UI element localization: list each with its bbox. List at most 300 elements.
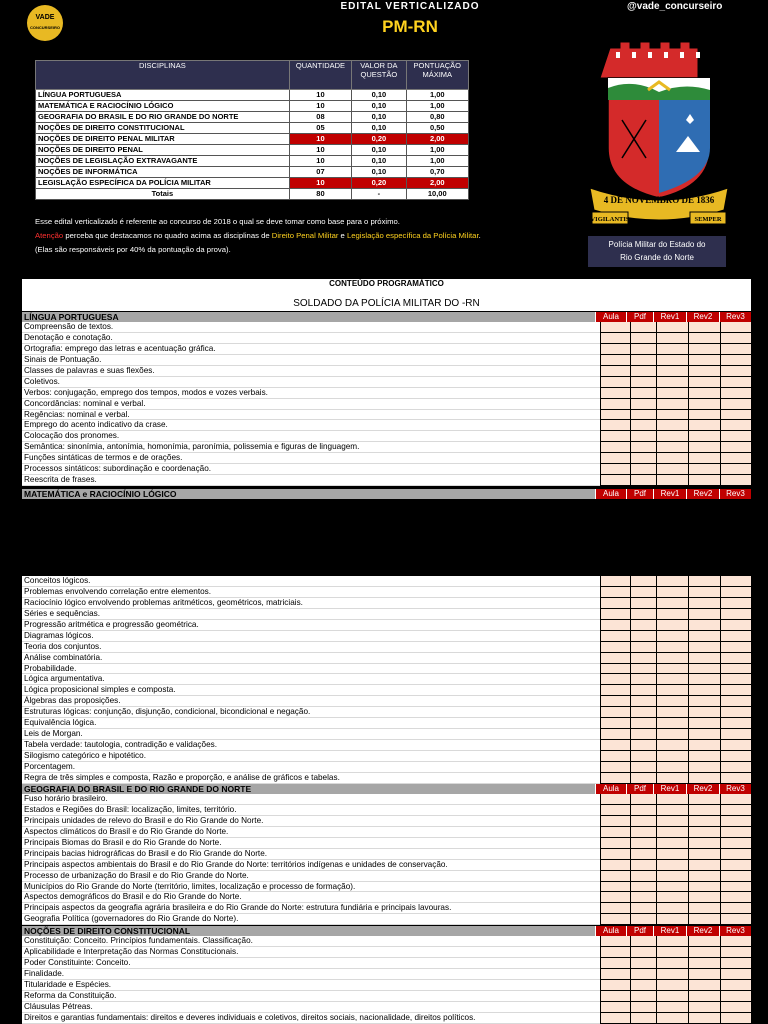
checkbox-rev1[interactable]	[656, 1013, 688, 1024]
checkbox-rev1[interactable]	[656, 475, 688, 486]
checkbox-pdf[interactable]	[630, 664, 656, 675]
checkbox-pdf[interactable]	[630, 453, 656, 464]
checkbox-aula[interactable]	[600, 751, 630, 762]
checkbox-rev3[interactable]	[720, 816, 751, 827]
checkbox-aula[interactable]	[600, 464, 630, 475]
checkbox-pdf[interactable]	[630, 751, 656, 762]
checkbox-rev3[interactable]	[720, 936, 751, 947]
checkbox-rev3[interactable]	[720, 475, 751, 486]
checkbox-rev3[interactable]	[720, 377, 751, 388]
checkbox-aula[interactable]	[600, 1002, 630, 1013]
checkbox-rev1[interactable]	[656, 333, 688, 344]
checkbox-rev1[interactable]	[656, 609, 688, 620]
checkbox-rev3[interactable]	[720, 1002, 751, 1013]
checkbox-rev2[interactable]	[688, 718, 720, 729]
checkbox-rev3[interactable]	[720, 620, 751, 631]
checkbox-rev3[interactable]	[720, 805, 751, 816]
checkbox-aula[interactable]	[600, 344, 630, 355]
checkbox-rev3[interactable]	[720, 442, 751, 453]
checkbox-rev2[interactable]	[688, 685, 720, 696]
checkbox-aula[interactable]	[600, 892, 630, 903]
discipline-value: 0,10	[352, 156, 406, 167]
checkbox-pdf[interactable]	[630, 947, 656, 958]
checkbox-rev3[interactable]	[720, 892, 751, 903]
checkbox-pdf[interactable]	[630, 860, 656, 871]
checkbox-rev3[interactable]	[720, 751, 751, 762]
checkbox-pdf[interactable]	[630, 366, 656, 377]
checkbox-aula[interactable]	[600, 838, 630, 849]
checkbox-rev1[interactable]	[656, 860, 688, 871]
checkbox-rev3[interactable]	[720, 366, 751, 377]
checkbox-rev2[interactable]	[688, 587, 720, 598]
checkbox-pdf[interactable]	[630, 653, 656, 664]
checkbox-rev1[interactable]	[656, 377, 688, 388]
checkbox-rev3[interactable]	[720, 653, 751, 664]
checkbox-rev3[interactable]	[720, 718, 751, 729]
checkbox-rev2[interactable]	[688, 664, 720, 675]
checkbox-rev2[interactable]	[688, 355, 720, 366]
caption-line-1: Polícia Militar do Estado do	[608, 240, 706, 249]
checkbox-rev1[interactable]	[656, 762, 688, 773]
checkbox-aula[interactable]	[600, 860, 630, 871]
discipline-value: 0,20	[352, 134, 406, 145]
checkbox-pdf[interactable]	[630, 794, 656, 805]
checkbox-rev3[interactable]	[720, 860, 751, 871]
total-value: -	[352, 189, 406, 200]
section-title: LÍNGUA PORTUGUESA	[22, 312, 595, 322]
checkbox-rev2[interactable]	[688, 1002, 720, 1013]
checkbox-aula[interactable]	[600, 980, 630, 991]
discipline-quantity: 08	[289, 112, 352, 123]
checkbox-rev2[interactable]	[688, 642, 720, 653]
checkbox-aula[interactable]	[600, 882, 630, 893]
checkbox-aula[interactable]	[600, 936, 630, 947]
checkbox-aula[interactable]	[600, 642, 630, 653]
checkbox-pdf[interactable]	[630, 892, 656, 903]
checkbox-rev3[interactable]	[720, 664, 751, 675]
checkbox-rev3[interactable]	[720, 587, 751, 598]
checkbox-pdf[interactable]	[630, 587, 656, 598]
checkbox-pdf[interactable]	[630, 740, 656, 751]
topic-row	[22, 464, 751, 475]
checkbox-pdf[interactable]	[630, 991, 656, 1002]
checkbox-rev2[interactable]	[688, 576, 720, 587]
checkbox-aula[interactable]	[600, 664, 630, 675]
checkbox-pdf[interactable]	[630, 377, 656, 388]
checkbox-rev1[interactable]	[656, 598, 688, 609]
checkbox-rev2[interactable]	[688, 442, 720, 453]
topic-text: Lógica proposicional simples e composta.	[22, 685, 600, 696]
topic-row	[22, 718, 751, 729]
checkbox-rev3[interactable]	[720, 464, 751, 475]
checkbox-aula[interactable]	[600, 366, 630, 377]
checkbox-pdf[interactable]	[630, 576, 656, 587]
checkbox-aula[interactable]	[600, 420, 630, 431]
checkbox-aula[interactable]	[600, 849, 630, 860]
checkbox-aula[interactable]	[600, 969, 630, 980]
checkbox-rev1[interactable]	[656, 453, 688, 464]
checkbox-aula[interactable]	[600, 947, 630, 958]
checkbox-pdf[interactable]	[630, 475, 656, 486]
checkbox-rev2[interactable]	[688, 333, 720, 344]
checkbox-rev1[interactable]	[656, 838, 688, 849]
checkbox-rev2[interactable]	[688, 453, 720, 464]
checkbox-rev2[interactable]	[688, 729, 720, 740]
column-rev2: Rev2	[686, 784, 719, 794]
checkbox-pdf[interactable]	[630, 914, 656, 925]
checkbox-rev3[interactable]	[720, 773, 751, 784]
checkbox-rev3[interactable]	[720, 838, 751, 849]
checkbox-aula[interactable]	[600, 805, 630, 816]
checkbox-rev3[interactable]	[720, 762, 751, 773]
checkbox-rev2[interactable]	[688, 882, 720, 893]
checkbox-rev3[interactable]	[720, 685, 751, 696]
checkbox-aula[interactable]	[600, 871, 630, 882]
checkbox-pdf[interactable]	[630, 410, 656, 421]
checkbox-rev3[interactable]	[720, 388, 751, 399]
checkbox-rev1[interactable]	[656, 805, 688, 816]
checkbox-rev1[interactable]	[656, 431, 688, 442]
checkbox-rev2[interactable]	[688, 947, 720, 958]
column-rev1: Rev1	[653, 926, 686, 936]
checkbox-rev2[interactable]	[688, 838, 720, 849]
checkbox-rev3[interactable]	[720, 355, 751, 366]
checkbox-rev3[interactable]	[720, 696, 751, 707]
checkbox-rev3[interactable]	[720, 903, 751, 914]
checkbox-pdf[interactable]	[630, 355, 656, 366]
checkbox-rev2[interactable]	[688, 598, 720, 609]
checkbox-rev1[interactable]	[656, 849, 688, 860]
checkbox-rev3[interactable]	[720, 322, 751, 333]
checkbox-rev1[interactable]	[656, 958, 688, 969]
checkbox-aula[interactable]	[600, 388, 630, 399]
checkbox-pdf[interactable]	[630, 420, 656, 431]
checkbox-rev2[interactable]	[688, 860, 720, 871]
checkbox-rev2[interactable]	[688, 936, 720, 947]
checkbox-pdf[interactable]	[630, 609, 656, 620]
checkbox-pdf[interactable]	[630, 620, 656, 631]
checkbox-rev3[interactable]	[720, 958, 751, 969]
checkbox-rev3[interactable]	[720, 849, 751, 860]
topic-text: Principais aspectos ambientais do Brasil e do Rio Grande do Norte: territórios indígenas e unidades de conservação.	[22, 860, 600, 871]
checkbox-rev2[interactable]	[688, 344, 720, 355]
checkbox-rev1[interactable]	[656, 751, 688, 762]
checkbox-pdf[interactable]	[630, 903, 656, 914]
topic-text: Álgebras das proposições.	[22, 696, 600, 707]
checkbox-aula[interactable]	[600, 903, 630, 914]
checkbox-rev1[interactable]	[656, 410, 688, 421]
checkbox-rev3[interactable]	[720, 453, 751, 464]
topic-text: Raciocínio lógico envolvendo problemas aritméticos, geométricos, matriciais.	[22, 598, 600, 609]
checkbox-rev1[interactable]	[656, 1002, 688, 1013]
checkbox-rev3[interactable]	[720, 431, 751, 442]
checkbox-rev1[interactable]	[656, 773, 688, 784]
checkbox-aula[interactable]	[600, 410, 630, 421]
checkbox-rev1[interactable]	[656, 991, 688, 1002]
discipline-quantity: 07	[289, 167, 352, 178]
checkbox-aula[interactable]	[600, 475, 630, 486]
checkbox-pdf[interactable]	[630, 1002, 656, 1013]
checkbox-pdf[interactable]	[630, 729, 656, 740]
checkbox-rev1[interactable]	[656, 914, 688, 925]
checkbox-rev1[interactable]	[656, 653, 688, 664]
checkbox-pdf[interactable]	[630, 388, 656, 399]
checkbox-rev1[interactable]	[656, 936, 688, 947]
checkbox-pdf[interactable]	[630, 980, 656, 991]
checkbox-pdf[interactable]	[630, 631, 656, 642]
checkbox-rev3[interactable]	[720, 740, 751, 751]
checkbox-rev2[interactable]	[688, 969, 720, 980]
checkbox-rev2[interactable]	[688, 991, 720, 1002]
checkbox-rev3[interactable]	[720, 333, 751, 344]
topic-text: Reescrita de frases.	[22, 475, 600, 486]
checkbox-rev1[interactable]	[656, 685, 688, 696]
checkbox-pdf[interactable]	[630, 598, 656, 609]
checkbox-rev1[interactable]	[656, 674, 688, 685]
checkbox-rev1[interactable]	[656, 366, 688, 377]
checkbox-rev3[interactable]	[720, 991, 751, 1002]
checkbox-aula[interactable]	[600, 816, 630, 827]
topic-row	[22, 366, 751, 377]
checkbox-pdf[interactable]	[630, 958, 656, 969]
checkbox-aula[interactable]	[600, 431, 630, 442]
checkbox-aula[interactable]	[600, 773, 630, 784]
checkbox-aula[interactable]	[600, 827, 630, 838]
checkbox-aula[interactable]	[600, 355, 630, 366]
checkbox-rev1[interactable]	[656, 947, 688, 958]
checkbox-rev2[interactable]	[688, 903, 720, 914]
discipline-value: 0,10	[352, 112, 406, 123]
checkbox-rev3[interactable]	[720, 729, 751, 740]
checkbox-rev2[interactable]	[688, 958, 720, 969]
checkbox-aula[interactable]	[600, 333, 630, 344]
checkbox-rev1[interactable]	[656, 420, 688, 431]
checkbox-rev1[interactable]	[656, 664, 688, 675]
checkbox-rev2[interactable]	[688, 410, 720, 421]
checkbox-rev2[interactable]	[688, 707, 720, 718]
checkbox-rev1[interactable]	[656, 587, 688, 598]
checkbox-rev2[interactable]	[688, 1013, 720, 1024]
checkbox-rev3[interactable]	[720, 576, 751, 587]
checkbox-rev3[interactable]	[720, 827, 751, 838]
checkbox-rev2[interactable]	[688, 827, 720, 838]
checkbox-aula[interactable]	[600, 377, 630, 388]
checkbox-rev3[interactable]	[720, 882, 751, 893]
checkbox-pdf[interactable]	[630, 936, 656, 947]
checkbox-rev1[interactable]	[656, 816, 688, 827]
checkbox-aula[interactable]	[600, 453, 630, 464]
checkbox-aula[interactable]	[600, 674, 630, 685]
checkbox-rev3[interactable]	[720, 947, 751, 958]
checkbox-pdf[interactable]	[630, 442, 656, 453]
checkbox-rev2[interactable]	[688, 849, 720, 860]
checkbox-rev3[interactable]	[720, 344, 751, 355]
checkbox-rev3[interactable]	[720, 980, 751, 991]
checkbox-aula[interactable]	[600, 729, 630, 740]
checkbox-rev2[interactable]	[688, 794, 720, 805]
checkbox-rev2[interactable]	[688, 399, 720, 410]
checkbox-rev2[interactable]	[688, 914, 720, 925]
checkbox-rev1[interactable]	[656, 740, 688, 751]
summary-row	[36, 134, 469, 145]
checkbox-aula[interactable]	[600, 740, 630, 751]
checkbox-rev2[interactable]	[688, 475, 720, 486]
checkbox-pdf[interactable]	[630, 696, 656, 707]
checkbox-rev3[interactable]	[720, 871, 751, 882]
checkbox-rev1[interactable]	[656, 718, 688, 729]
checkbox-pdf[interactable]	[630, 399, 656, 410]
checkbox-rev1[interactable]	[656, 642, 688, 653]
checkbox-rev1[interactable]	[656, 969, 688, 980]
topic-row	[22, 453, 751, 464]
checkbox-aula[interactable]	[600, 1013, 630, 1024]
checkbox-rev2[interactable]	[688, 653, 720, 664]
checkbox-rev1[interactable]	[656, 794, 688, 805]
checkbox-rev1[interactable]	[656, 696, 688, 707]
checkbox-rev2[interactable]	[688, 980, 720, 991]
checkbox-aula[interactable]	[600, 685, 630, 696]
checkbox-pdf[interactable]	[630, 322, 656, 333]
checkbox-aula[interactable]	[600, 696, 630, 707]
checkbox-aula[interactable]	[600, 958, 630, 969]
checkbox-rev3[interactable]	[720, 598, 751, 609]
checkbox-aula[interactable]	[600, 598, 630, 609]
topic-text: Principais bacias hidrográficas do Brasil e do Rio Grande do Norte.	[22, 849, 600, 860]
checkbox-rev1[interactable]	[656, 442, 688, 453]
checkbox-rev3[interactable]	[720, 399, 751, 410]
checkbox-rev2[interactable]	[688, 805, 720, 816]
checkbox-pdf[interactable]	[630, 642, 656, 653]
checkbox-rev3[interactable]	[720, 609, 751, 620]
checkbox-rev1[interactable]	[656, 322, 688, 333]
checkbox-pdf[interactable]	[630, 707, 656, 718]
checkbox-pdf[interactable]	[630, 333, 656, 344]
checkbox-pdf[interactable]	[630, 685, 656, 696]
checkbox-rev2[interactable]	[688, 388, 720, 399]
checkbox-rev2[interactable]	[688, 892, 720, 903]
checkbox-rev2[interactable]	[688, 620, 720, 631]
checkbox-rev2[interactable]	[688, 773, 720, 784]
checkbox-rev1[interactable]	[656, 464, 688, 475]
checkbox-rev3[interactable]	[720, 642, 751, 653]
topic-text: Reforma da Constituição.	[22, 991, 600, 1002]
checkbox-pdf[interactable]	[630, 464, 656, 475]
topic-row	[22, 475, 751, 486]
checkbox-rev1[interactable]	[656, 980, 688, 991]
summary-row	[36, 112, 469, 123]
checkbox-rev2[interactable]	[688, 322, 720, 333]
checkbox-rev2[interactable]	[688, 871, 720, 882]
checkbox-rev1[interactable]	[656, 344, 688, 355]
checkbox-rev1[interactable]	[656, 871, 688, 882]
checkbox-rev2[interactable]	[688, 464, 720, 475]
checkbox-rev2[interactable]	[688, 816, 720, 827]
checkbox-rev2[interactable]	[688, 377, 720, 388]
topic-text: Coletivos.	[22, 377, 600, 388]
checkbox-rev2[interactable]	[688, 740, 720, 751]
checkbox-aula[interactable]	[600, 653, 630, 664]
checkbox-rev1[interactable]	[656, 576, 688, 587]
checkbox-rev1[interactable]	[656, 903, 688, 914]
checkbox-pdf[interactable]	[630, 838, 656, 849]
checkbox-rev2[interactable]	[688, 420, 720, 431]
checkbox-rev1[interactable]	[656, 620, 688, 631]
checkbox-rev1[interactable]	[656, 882, 688, 893]
checkbox-aula[interactable]	[600, 707, 630, 718]
checkbox-pdf[interactable]	[630, 674, 656, 685]
checkbox-rev1[interactable]	[656, 631, 688, 642]
checkbox-rev2[interactable]	[688, 762, 720, 773]
checkbox-pdf[interactable]	[630, 773, 656, 784]
checkbox-pdf[interactable]	[630, 816, 656, 827]
topic-text: Funções sintáticas de termos e de orações.	[22, 453, 600, 464]
checkbox-rev1[interactable]	[656, 399, 688, 410]
checkbox-rev3[interactable]	[720, 969, 751, 980]
checkbox-rev1[interactable]	[656, 707, 688, 718]
checkbox-pdf[interactable]	[630, 849, 656, 860]
checkbox-pdf[interactable]	[630, 871, 656, 882]
checkbox-aula[interactable]	[600, 587, 630, 598]
checkbox-pdf[interactable]	[630, 344, 656, 355]
checkbox-rev3[interactable]	[720, 1013, 751, 1024]
checkbox-rev2[interactable]	[688, 631, 720, 642]
checkbox-pdf[interactable]	[630, 827, 656, 838]
discipline-quantity: 10	[289, 145, 352, 156]
checkbox-aula[interactable]	[600, 620, 630, 631]
checkbox-rev1[interactable]	[656, 827, 688, 838]
summary-row	[36, 101, 469, 112]
checkbox-rev2[interactable]	[688, 674, 720, 685]
checkbox-rev3[interactable]	[720, 707, 751, 718]
checkbox-pdf[interactable]	[630, 969, 656, 980]
checkbox-aula[interactable]	[600, 442, 630, 453]
topic-row	[22, 322, 751, 333]
checkbox-pdf[interactable]	[630, 431, 656, 442]
checkbox-aula[interactable]	[600, 322, 630, 333]
checkbox-rev2[interactable]	[688, 751, 720, 762]
discipline-name: GEOGRAFIA DO BRASIL E DO RIO GRANDE DO NORTE	[36, 112, 290, 123]
checkbox-rev1[interactable]	[656, 729, 688, 740]
checkbox-rev3[interactable]	[720, 410, 751, 421]
checkbox-aula[interactable]	[600, 718, 630, 729]
checkbox-pdf[interactable]	[630, 882, 656, 893]
checkbox-aula[interactable]	[600, 609, 630, 620]
checkbox-rev2[interactable]	[688, 431, 720, 442]
checkbox-aula[interactable]	[600, 914, 630, 925]
checkbox-pdf[interactable]	[630, 718, 656, 729]
checkbox-aula[interactable]	[600, 762, 630, 773]
checkbox-rev3[interactable]	[720, 794, 751, 805]
checkbox-aula[interactable]	[600, 399, 630, 410]
checkbox-rev2[interactable]	[688, 366, 720, 377]
checkbox-pdf[interactable]	[630, 762, 656, 773]
checkbox-aula[interactable]	[600, 631, 630, 642]
checkbox-rev3[interactable]	[720, 631, 751, 642]
checkbox-rev3[interactable]	[720, 420, 751, 431]
checkbox-aula[interactable]	[600, 794, 630, 805]
checkbox-pdf[interactable]	[630, 805, 656, 816]
checkbox-rev2[interactable]	[688, 696, 720, 707]
checkbox-aula[interactable]	[600, 991, 630, 1002]
checkbox-rev2[interactable]	[688, 609, 720, 620]
checkbox-aula[interactable]	[600, 576, 630, 587]
checkbox-rev1[interactable]	[656, 892, 688, 903]
checkbox-rev3[interactable]	[720, 674, 751, 685]
checkbox-rev1[interactable]	[656, 388, 688, 399]
checkbox-rev3[interactable]	[720, 914, 751, 925]
checkbox-rev1[interactable]	[656, 355, 688, 366]
checkbox-pdf[interactable]	[630, 1013, 656, 1024]
